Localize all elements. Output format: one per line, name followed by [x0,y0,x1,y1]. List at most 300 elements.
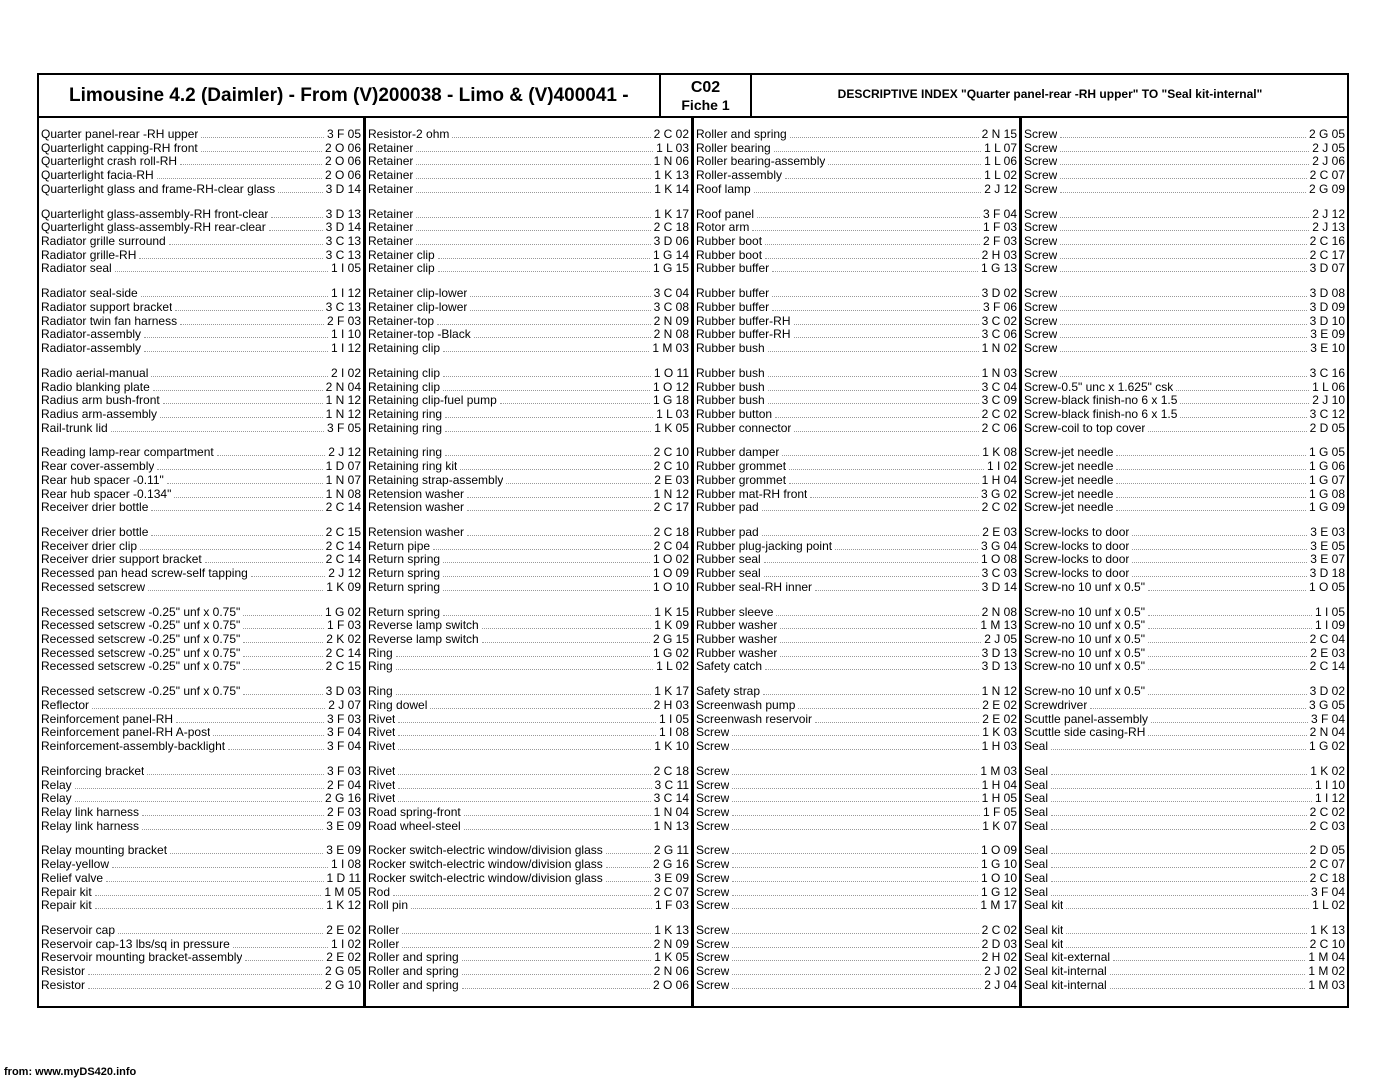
part-name: Return spring [368,567,441,581]
part-name: Radiator-assembly [41,342,142,355]
part-reference: 1 G 06 [1308,459,1345,474]
index-entry [41,525,361,539]
part-reference: 1 I 08 [330,857,361,872]
part-reference: 3 D 09 [1309,299,1345,314]
leader-dots [115,271,328,272]
leader-dots [141,296,328,297]
leader-dots [1066,908,1309,909]
part-name: Repair kit [41,899,92,913]
fiche-code: C02 [690,79,721,96]
leader-dots [732,974,981,975]
part-name: Return spring [368,580,441,594]
part-name: Screw [1024,155,1058,169]
part-name: Reverse lamp switch [368,633,479,646]
part-name: Screw [1024,328,1058,342]
index-entry [368,843,689,857]
index-entry [368,978,689,992]
leader-dots [445,417,653,418]
index-entry [368,885,689,899]
leader-dots [1060,324,1306,325]
part-name: Rubber seal [696,567,761,581]
part-name: Relay link harness [41,805,140,819]
leader-dots [1051,749,1306,750]
index-entry [368,421,689,435]
part-reference: 1 O 10 [980,870,1017,885]
index-entry [696,127,1017,141]
leader-dots [754,192,982,193]
part-reference: 3 D 13 [981,645,1017,660]
index-entry [41,857,361,871]
index-entry [41,539,361,553]
part-reference: 1 M 13 [980,618,1017,633]
leader-dots [243,628,324,629]
index-entry [1024,473,1345,487]
leader-dots [95,908,324,909]
leader-dots [772,296,978,297]
part-name: Retension washer [368,487,465,501]
index-entry [368,500,689,514]
part-reference: 2 C 16 [1309,234,1345,248]
part-name: Radius arm bush-front [41,394,160,408]
index-entry [368,791,689,805]
leader-dots [398,801,650,802]
part-reference: 3 E 10 [1310,341,1345,355]
index-entry [368,725,689,739]
leader-dots [1060,258,1306,259]
leader-dots [1051,895,1308,896]
part-name: Rear hub spacer -0.134" [41,487,172,501]
part-name: Retaining ring [368,407,443,421]
part-reference: 3 G 02 [980,486,1017,501]
index-entry [696,393,1017,407]
part-reference: 3 G 04 [980,538,1017,553]
leader-dots [785,178,981,179]
index-entry [41,366,361,380]
leader-dots [762,510,979,511]
part-name: Quarterlight capping-RH front [41,141,198,155]
leader-dots [396,656,650,657]
part-name: Seal [1024,740,1049,753]
part-reference: 2 C 07 [1309,168,1345,183]
part-reference: 1 N 06 [653,154,689,169]
part-name: Retaining clip-fuel pump [368,394,497,408]
part-reference: 2 N 09 [653,313,689,328]
part-name: Retaining strap-assembly [368,473,504,487]
part-name: Radiator-assembly [41,328,142,342]
part-name: Repair kit [41,885,92,899]
index-entry [41,393,361,407]
part-name: Rubber pad [696,526,759,539]
index-entry [696,978,1017,992]
index-entry [368,248,689,262]
index-entry [696,500,1017,514]
part-reference: 3 C 06 [981,327,1017,342]
index-entry [1024,764,1345,778]
part-reference: 3 E 09 [1310,327,1345,342]
part-name: Return spring [368,605,441,619]
index-entry [696,261,1017,275]
leader-dots [732,947,978,948]
leader-dots [1148,615,1312,616]
part-reference: 3 F 05 [326,420,361,435]
part-name: Screw [1024,169,1058,183]
leader-dots [75,788,324,789]
part-reference: 2 E 02 [326,950,361,965]
part-name: Retainer [368,207,414,221]
leader-dots [765,258,979,259]
leader-dots [1060,164,1309,165]
part-name: Ring [368,660,393,674]
index-entry [696,366,1017,380]
part-name: Rubber seal-RH inner [696,580,813,594]
leader-dots [1060,351,1307,352]
leader-dots [772,271,978,272]
part-reference: 3 C 08 [653,299,689,314]
part-reference: 1 G 02 [324,604,361,619]
part-name: Retainer [368,169,414,183]
part-reference: 1 I 05 [1314,604,1345,619]
leader-dots [1116,497,1306,498]
part-name: Screw [1024,342,1058,355]
part-name: Screw-no 10 unf x 0.5" [1024,580,1145,594]
part-name: Quarterlight glass-assembly-RH front-clear [41,207,269,221]
leader-dots [213,735,324,736]
part-name: Screw [1024,262,1058,276]
leader-dots [148,590,323,591]
part-reference: 1 K 10 [654,739,689,753]
part-name: Radius arm-assembly [41,407,158,421]
part-reference: 2 C 14 [325,645,361,660]
part-reference: 2 H 03 [653,697,689,712]
part-name: Screw [696,871,730,885]
index-entry [41,127,361,141]
index-entry [696,539,1017,553]
part-reference: 3 D 06 [653,234,689,248]
index-entry [368,327,689,341]
leader-dots [445,431,651,432]
part-reference: 3 C 13 [325,234,361,248]
part-name: Retaining ring [368,446,443,460]
part-reference: 3 D 14 [325,220,361,235]
part-name: Roll pin [368,899,409,913]
leader-dots [768,403,979,404]
leader-dots [233,947,328,948]
part-name: Safety catch [696,660,763,674]
leader-dots [398,749,651,750]
index-entry [368,871,689,885]
part-name: Screw-jet needle [1024,446,1114,460]
leader-dots [467,510,651,511]
leader-dots [1132,576,1306,577]
leader-dots [1148,656,1307,657]
part-reference: 3 E 03 [1310,525,1345,539]
part-name: Seal [1024,858,1049,872]
leader-dots [470,296,650,297]
leader-dots [768,351,979,352]
part-reference: 1 K 02 [1310,763,1345,778]
part-reference: 2 O 06 [324,154,361,169]
part-reference: 2 D 03 [981,936,1017,951]
part-name: Screw [1024,141,1058,155]
index-entry [368,366,689,380]
part-name: Relay-yellow [41,858,110,872]
leader-dots [144,337,328,338]
index-entry [1024,261,1345,275]
leader-dots [1060,217,1309,218]
part-reference: 1 N 08 [325,486,361,501]
leader-dots [768,376,979,377]
leader-dots [1060,151,1309,152]
part-reference: 2 H 02 [981,950,1017,965]
part-name: Screw-jet needle [1024,501,1114,515]
index-entry [696,937,1017,951]
leader-dots [1051,853,1307,854]
part-name: Rocker switch-electric window/division glass [368,858,603,872]
leader-dots [142,815,324,816]
leader-dots [732,881,978,882]
index-entry [696,898,1017,912]
part-reference: 1 L 07 [984,140,1017,155]
leader-dots [176,722,324,723]
part-reference: 1 G 13 [980,261,1017,276]
leader-dots [269,230,323,231]
part-name: Relay [41,792,72,806]
part-name: Retainer [368,221,414,235]
part-name: Retainer clip [368,248,435,262]
part-reference: 1 L 06 [984,154,1017,169]
leader-dots [411,908,652,909]
part-name: Rail-trunk lid [41,421,108,435]
part-name: Rubber buffer [696,287,770,301]
part-name: Screw [696,778,730,792]
part-reference: 1 D 07 [325,459,361,474]
index-entry [1024,248,1345,262]
index-entry [1024,739,1345,753]
part-name: Rocker switch-electric window/division glass [368,871,603,885]
part-name: Ring dowel [368,698,428,712]
part-name: Roller [368,937,400,951]
part-reference: 3 F 03 [326,711,361,726]
part-name: Rubber boot [696,248,763,262]
part-name: Recessed setscrew -0.25" unf x 0.75" [41,633,241,646]
part-name: Recessed setscrew -0.25" unf x 0.75" [41,685,241,699]
part-name: Screw [1024,207,1058,221]
part-reference: 3 F 04 [326,739,361,753]
leader-dots [1051,774,1307,775]
part-reference: 1 G 10 [980,857,1017,872]
part-name: Rubber damper [696,446,780,460]
part-reference: 1 G 12 [980,884,1017,899]
part-reference: 2 J 05 [1312,140,1345,155]
part-reference: 3 F 05 [326,127,361,141]
part-reference: 1 L 02 [656,659,689,674]
index-entry [368,923,689,937]
leader-dots [398,788,651,789]
index-column-1 [39,118,366,1006]
part-reference: 1 K 15 [654,604,689,619]
index-entry [696,950,1017,964]
index-entry [1024,407,1345,421]
leader-dots [1148,694,1307,695]
leader-dots [112,867,328,868]
part-reference: 1 O 12 [652,379,689,394]
index-entry [1024,819,1345,833]
leader-dots [1051,881,1307,882]
part-reference: 3 F 04 [1310,711,1345,726]
index-entry [696,819,1017,833]
leader-dots [433,549,651,550]
part-reference: 2 C 14 [325,500,361,515]
part-reference: 1 I 10 [1314,777,1345,792]
part-reference: 2 N 15 [981,127,1017,141]
leader-dots [443,562,650,563]
part-name: Screw [1024,287,1058,301]
part-name: Roller [368,924,400,937]
part-reference: 3 G 05 [1308,697,1345,712]
part-name: Quarterlight crash roll-RH [41,155,178,169]
part-reference: 1 I 09 [1314,618,1345,633]
part-name: Rivet [368,778,396,792]
leader-dots [1180,403,1309,404]
part-reference: 3 D 14 [981,579,1017,594]
leader-dots [170,853,323,854]
index-entry [368,964,689,978]
part-reference: 2 O 06 [652,977,689,992]
leader-dots [775,417,979,418]
part-reference: 1 I 05 [330,261,361,276]
part-reference: 3 E 09 [326,818,361,833]
index-entry [368,712,689,726]
page-title: Limousine 4.2 (Daimler) - From (V)200038 - Limo & (V)400041 - [69,85,629,106]
index-entry [696,712,1017,726]
part-reference: 3 F 06 [982,299,1017,314]
part-reference: 2 F 03 [326,313,361,328]
index-entry [1024,937,1345,951]
index-column-3 [694,118,1022,1006]
part-reference: 2 G 05 [324,964,361,979]
index-entry [1024,393,1345,407]
part-name: Rubber bush [696,342,765,355]
leader-dots [416,230,650,231]
index-entry [1024,487,1345,501]
part-reference: 2 C 18 [1309,870,1345,885]
leader-dots [732,749,978,750]
index-entry [1024,314,1345,328]
part-name: Relay mounting bracket [41,844,168,858]
part-name: Screw-black finish-no 6 x 1.5 [1024,407,1178,421]
fiche-code-box [659,75,752,116]
part-name: Screw-coil to top cover [1024,421,1146,435]
part-name: Retaining clip [368,342,441,355]
part-name: Screw [696,844,730,858]
part-name: Roller and spring [696,128,787,141]
leader-dots [815,590,979,591]
part-reference: 1 G 02 [652,645,689,660]
index-entry [696,618,1017,632]
index-entry [41,552,361,566]
part-reference: 2 C 02 [653,127,689,141]
part-name: Screw [696,965,730,979]
index-entry [1024,778,1345,792]
index-entry [696,764,1017,778]
leader-dots [416,164,650,165]
part-name: Screw-no 10 unf x 0.5" [1024,633,1145,646]
index-entry [1024,327,1345,341]
part-reference: 1 L 02 [984,168,1017,183]
leader-dots [474,337,651,338]
part-name: Rod [368,885,391,899]
part-name: Seal [1024,764,1049,778]
leader-dots [443,590,650,591]
index-entry [41,898,361,912]
part-name: Retension washer [368,501,465,515]
leader-dots [762,535,980,536]
part-reference: 1 K 13 [1310,923,1345,937]
leader-dots [1148,642,1307,643]
index-entry [368,950,689,964]
part-name: Roller-assembly [696,169,783,183]
part-reference: 3 C 13 [325,247,361,262]
part-name: Retension washer [368,526,465,539]
part-name: Rivet [368,764,396,778]
leader-dots [1132,562,1307,563]
index-entry [1024,805,1345,819]
index-entry [368,445,689,459]
leader-dots [151,376,328,377]
part-reference: 2 C 15 [325,525,361,539]
index-entry [41,141,361,155]
part-name: Retainer [368,182,414,196]
index-entry [368,261,689,275]
part-reference: 1 L 03 [656,406,689,421]
part-reference: 1 I 05 [658,711,689,726]
part-reference: 3 E 05 [1310,538,1345,553]
part-reference: 1 N 12 [653,486,689,501]
part-reference: 1 I 02 [330,936,361,951]
leader-dots [1148,590,1306,591]
part-reference: 1 N 13 [653,818,689,833]
part-name: Screw-no 10 unf x 0.5" [1024,646,1145,660]
index-entry [368,684,689,698]
index-entry [41,580,361,594]
leader-dots [606,853,651,854]
part-reference: 2 E 02 [982,711,1017,726]
index-entry [368,937,689,951]
part-name: Retainer [368,235,414,248]
leader-dots [167,483,323,484]
part-reference: 1 O 09 [980,843,1017,858]
leader-dots [794,337,979,338]
index-entry [1024,898,1345,912]
part-name: Recessed setscrew -0.25" unf x 0.75" [41,619,241,633]
index-entry [1024,923,1345,937]
leader-dots [1066,933,1307,934]
leader-dots [780,656,978,657]
part-reference: 2 N 08 [653,327,689,342]
index-entry [696,445,1017,459]
index-entry [696,659,1017,673]
leader-dots [75,801,322,802]
part-name: Reflector [41,698,90,712]
index-entry [1024,207,1345,221]
part-reference: 2 C 07 [1309,857,1345,872]
part-reference: 3 C 03 [981,566,1017,581]
leader-dots [1151,722,1308,723]
leader-dots [794,431,978,432]
part-reference: 3 F 04 [326,725,361,740]
part-name: Roof lamp [696,182,751,196]
leader-dots [443,615,651,616]
